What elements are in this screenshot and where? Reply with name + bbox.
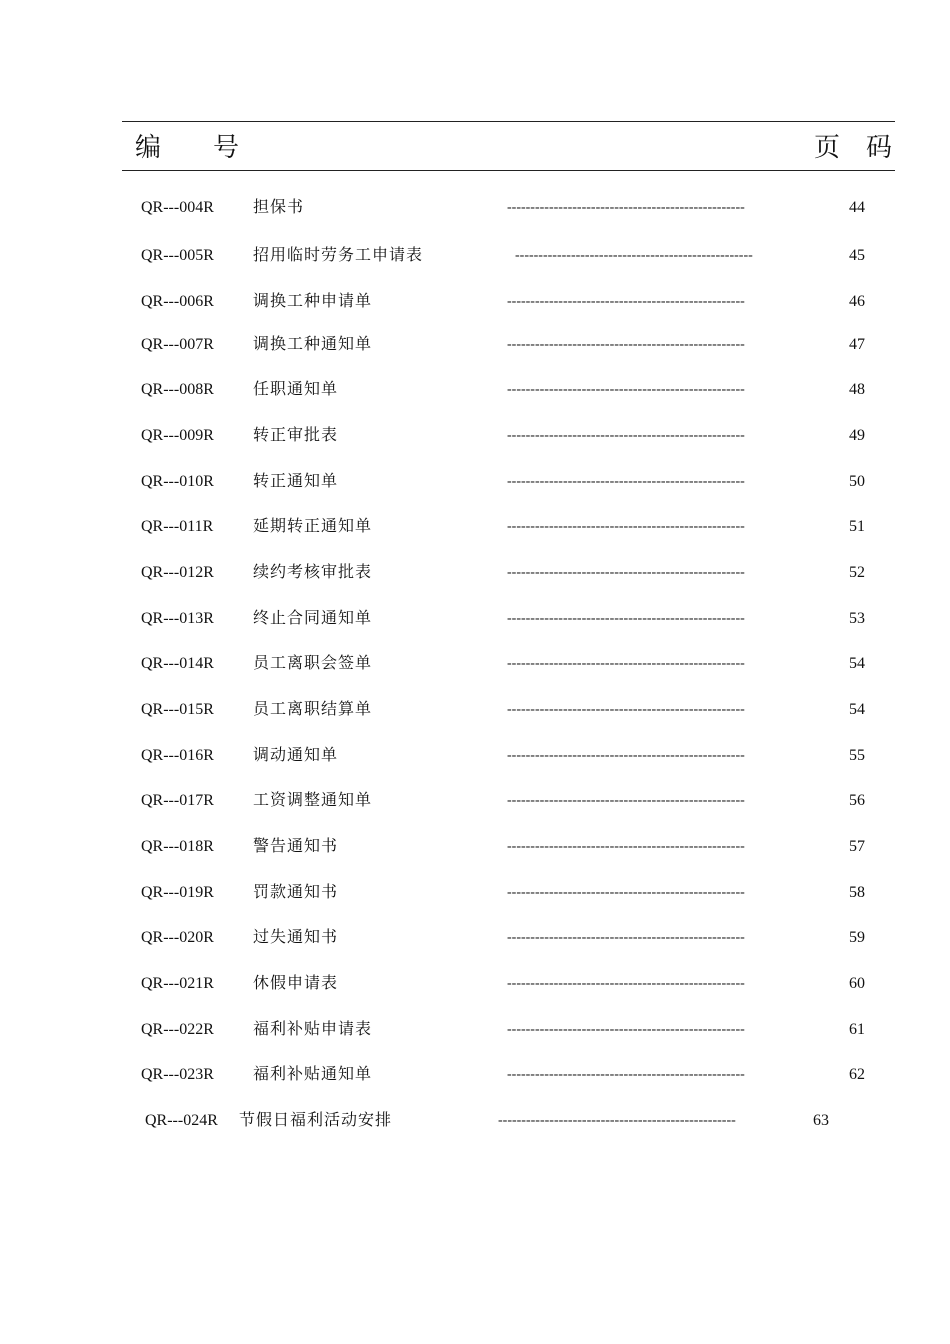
entry-page-number: 44: [849, 199, 865, 216]
entry-code: QR---012R: [141, 564, 214, 581]
toc-entry[interactable]: [0, 423, 950, 449]
entry-leader: ---------------------------------------------------: [507, 337, 745, 352]
entry-code: QR---016R: [141, 747, 214, 764]
entry-title: 休假申请表: [253, 975, 339, 992]
toc-entry[interactable]: [0, 195, 950, 221]
entry-leader: ---------------------------------------------------: [507, 930, 745, 945]
entry-leader: ---------------------------------------------------: [507, 793, 745, 808]
entry-leader: ---------------------------------------------------: [507, 839, 745, 854]
toc-entry[interactable]: [0, 880, 950, 906]
entry-page-number: 59: [849, 929, 865, 946]
entry-code: QR---007R: [141, 336, 214, 353]
entry-code: QR---009R: [141, 427, 214, 444]
entry-code: QR---018R: [141, 838, 214, 855]
entry-page-number: 63: [813, 1112, 829, 1129]
entry-code: QR---008R: [141, 381, 214, 398]
entry-leader: ---------------------------------------------------: [507, 382, 745, 397]
entry-page-number: 60: [849, 975, 865, 992]
entry-code: QR---004R: [141, 199, 214, 216]
entry-leader: ---------------------------------------------------: [507, 200, 745, 215]
entry-page-number: 45: [849, 247, 865, 264]
toc-entry[interactable]: [0, 560, 950, 586]
code-column-header: 编 号: [135, 133, 240, 162]
entry-title: 终止合同通知单: [253, 610, 373, 627]
entry-title: 节假日福利活动安排: [239, 1112, 393, 1129]
entry-leader: ---------------------------------------------------: [507, 1022, 745, 1037]
entry-code: QR---017R: [141, 792, 214, 809]
entry-code: QR---010R: [141, 473, 214, 490]
toc-entry[interactable]: [0, 925, 950, 951]
entry-leader: ---------------------------------------------------: [507, 976, 745, 991]
entry-page-number: 52: [849, 564, 865, 581]
entry-page-number: 48: [849, 381, 865, 398]
entry-code: QR---019R: [141, 884, 214, 901]
entry-page-number: 53: [849, 610, 865, 627]
entry-code: QR---006R: [141, 293, 214, 310]
entry-title: 工资调整通知单: [253, 792, 373, 809]
toc-entry[interactable]: [0, 1108, 950, 1134]
entry-code: QR---021R: [141, 975, 214, 992]
entry-code: QR---013R: [141, 610, 214, 627]
toc-entry[interactable]: [0, 332, 950, 358]
header-top-rule: [122, 121, 895, 122]
entry-title: 招用临时劳务工申请表: [253, 247, 424, 264]
entry-page-number: 57: [849, 838, 865, 855]
entry-code: QR---023R: [141, 1066, 214, 1083]
entry-leader: ---------------------------------------------------: [507, 702, 745, 717]
entry-title: 调动通知单: [253, 747, 339, 764]
entry-code: QR---024R: [145, 1112, 218, 1129]
entry-leader: ---------------------------------------------------: [507, 611, 745, 626]
toc-entry[interactable]: [0, 788, 950, 814]
entry-page-number: 46: [849, 293, 865, 310]
entry-title: 福利补贴通知单: [253, 1066, 373, 1083]
entry-page-number: 61: [849, 1021, 865, 1038]
entry-leader: ---------------------------------------------------: [507, 428, 745, 443]
entry-title: 罚款通知书: [253, 884, 339, 901]
entry-page-number: 56: [849, 792, 865, 809]
entry-title: 员工离职结算单: [253, 701, 373, 718]
toc-entry[interactable]: [0, 1062, 950, 1088]
entry-code: QR---014R: [141, 655, 214, 672]
entry-leader: ---------------------------------------------------: [498, 1113, 736, 1128]
entry-code: QR---011R: [141, 518, 214, 535]
toc-entry[interactable]: [0, 289, 950, 315]
toc-entry[interactable]: [0, 834, 950, 860]
entry-title: 过失通知书: [253, 929, 339, 946]
entry-leader: ---------------------------------------------------: [515, 248, 753, 263]
toc-entry[interactable]: [0, 651, 950, 677]
entry-page-number: 49: [849, 427, 865, 444]
entry-title: 转正审批表: [253, 427, 339, 444]
entry-leader: ---------------------------------------------------: [507, 656, 745, 671]
entry-page-number: 54: [849, 701, 865, 718]
entry-code: QR---022R: [141, 1021, 214, 1038]
entry-title: 员工离职会签单: [253, 655, 373, 672]
entry-leader: ---------------------------------------------------: [507, 1067, 745, 1082]
entry-leader: ---------------------------------------------------: [507, 748, 745, 763]
entry-title: 福利补贴申请表: [253, 1021, 373, 1038]
entry-title: 警告通知书: [253, 838, 339, 855]
header-bottom-rule: [122, 170, 895, 171]
entry-page-number: 62: [849, 1066, 865, 1083]
entry-page-number: 54: [849, 655, 865, 672]
entry-page-number: 55: [849, 747, 865, 764]
entry-leader: ---------------------------------------------------: [507, 474, 745, 489]
entry-title: 转正通知单: [253, 473, 339, 490]
entry-title: 续约考核审批表: [253, 564, 373, 581]
entry-leader: ---------------------------------------------------: [507, 885, 745, 900]
entry-page-number: 50: [849, 473, 865, 490]
toc-entry[interactable]: [0, 1017, 950, 1043]
entry-code: QR---020R: [141, 929, 214, 946]
entry-leader: ---------------------------------------------------: [507, 294, 745, 309]
page-column-header: 页 码: [813, 133, 892, 162]
entry-title: 延期转正通知单: [253, 518, 373, 535]
entry-page-number: 47: [849, 336, 865, 353]
entry-leader: ---------------------------------------------------: [507, 565, 745, 580]
entry-page-number: 51: [849, 518, 865, 535]
entry-page-number: 58: [849, 884, 865, 901]
toc-entry[interactable]: [0, 469, 950, 495]
entry-code: QR---015R: [141, 701, 214, 718]
toc-entry[interactable]: [0, 971, 950, 997]
toc-entry[interactable]: [0, 743, 950, 769]
entry-leader: ---------------------------------------------------: [507, 519, 745, 534]
toc-entry[interactable]: [0, 243, 950, 269]
entry-title: 调换工种申请单: [253, 293, 373, 310]
entry-title: 担保书: [253, 199, 305, 216]
entry-title: 任职通知单: [253, 381, 339, 398]
toc-entry[interactable]: [0, 377, 950, 403]
toc-entry[interactable]: [0, 514, 950, 540]
toc-entry[interactable]: [0, 606, 950, 632]
entry-code: QR---005R: [141, 247, 214, 264]
toc-entry[interactable]: [0, 697, 950, 723]
entry-title: 调换工种通知单: [253, 336, 373, 353]
